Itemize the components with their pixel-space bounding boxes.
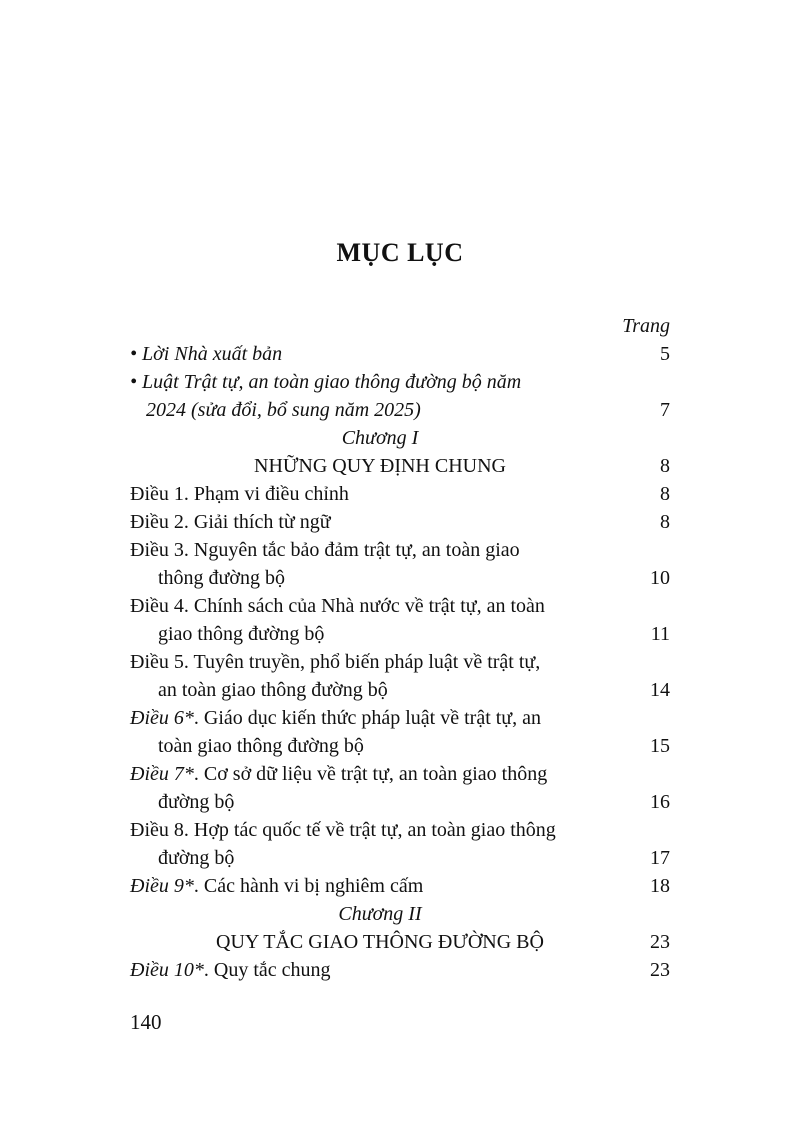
chapter-title-text: QUY TẮC GIAO THÔNG ĐƯỜNG BỘ xyxy=(216,931,544,953)
toc-page-number: 14 xyxy=(650,679,670,701)
toc-page-number: 23 xyxy=(650,959,670,981)
toc-page-number: 23 xyxy=(650,931,670,953)
page-title: MỤC LỤC xyxy=(336,238,464,267)
article-number: Điều 3 xyxy=(130,539,184,561)
toc-entry-text xyxy=(130,760,630,816)
chapter-title xyxy=(130,928,670,956)
chapter-label-text: Chương II xyxy=(338,903,422,925)
toc-article-entry xyxy=(130,760,670,816)
toc-entry-line: . Chính sách của Nhà nước về trật tự, an toàn xyxy=(183,595,545,617)
toc-page-number: 7 xyxy=(660,399,670,421)
toc-article-entry xyxy=(130,648,670,704)
chapter-label-text: Chương I xyxy=(341,427,419,449)
toc-bullet-entry xyxy=(130,340,670,368)
toc-page-number: 16 xyxy=(650,791,670,813)
chapter-label xyxy=(130,424,670,452)
toc-article-entry xyxy=(130,956,670,984)
toc-page-number: 8 xyxy=(660,511,670,533)
toc-entry-line: . Giải thích từ ngữ xyxy=(183,511,331,533)
toc-entry-line: đường bộ xyxy=(158,791,235,813)
toc-entry-text xyxy=(130,536,630,592)
toc-page-number: 17 xyxy=(650,847,670,869)
article-number: Điều 10* xyxy=(130,959,204,981)
toc-entry-line: . Hợp tác quốc tế về trật tự, an toàn giao thông xyxy=(183,819,556,841)
article-number: Điều 5 xyxy=(130,651,184,673)
toc-entry-line: . Các hành vi bị nghiêm cấm xyxy=(193,875,424,897)
table-of-contents xyxy=(130,312,670,984)
toc-article-entry xyxy=(130,872,670,900)
toc-entry-line: . Phạm vi điều chỉnh xyxy=(183,483,349,505)
toc-entry-line: . Tuyên truyền, phổ biến pháp luật về trật tự, xyxy=(183,651,541,673)
article-number: Điều 4 xyxy=(130,595,184,617)
toc-entry-line: đường bộ xyxy=(158,847,235,869)
toc-entry-text xyxy=(130,872,630,900)
toc-entry-line: . Quy tắc chung xyxy=(203,959,331,981)
toc-page-number: 15 xyxy=(650,735,670,757)
toc-entry-text xyxy=(130,508,630,536)
toc-page-number: 18 xyxy=(650,875,670,897)
toc-entry-line: . Giáo dục kiến thức pháp luật về trật tự, an xyxy=(193,707,542,729)
toc-entry-line: thông đường bộ xyxy=(158,567,285,589)
toc-article-entry xyxy=(130,592,670,648)
article-number: Điều 9* xyxy=(130,875,194,897)
toc-entry-line: . Cơ sở dữ liệu về trật tự, an toàn giao thông xyxy=(193,763,548,785)
toc-entry-text xyxy=(130,340,630,368)
article-number: Điều 6* xyxy=(130,707,194,729)
toc-article-entry xyxy=(130,480,670,508)
toc-page-number: 8 xyxy=(660,455,670,477)
toc-entry-text xyxy=(130,368,630,424)
toc-entry-text xyxy=(130,816,630,872)
toc-page-number: 8 xyxy=(660,483,670,505)
article-number: Điều 8 xyxy=(130,819,184,841)
page-column-header: Trang xyxy=(622,315,670,337)
toc-article-entry xyxy=(130,704,670,760)
toc-page-number: 10 xyxy=(650,567,670,589)
toc-entry-line: • Lời Nhà xuất bản xyxy=(130,343,283,365)
toc-page-number: 5 xyxy=(660,343,670,365)
toc-entry-text xyxy=(130,956,630,984)
toc-entry-text xyxy=(130,480,630,508)
toc-entry-line: toàn giao thông đường bộ xyxy=(158,735,364,757)
toc-bullet-entry xyxy=(130,368,670,424)
toc-entry-line: giao thông đường bộ xyxy=(158,623,325,645)
toc-article-entry xyxy=(130,508,670,536)
toc-entry-line: . Nguyên tắc bảo đảm trật tự, an toàn giao xyxy=(183,539,520,561)
toc-entry-text xyxy=(130,648,630,704)
toc-entry-line: 2024 (sửa đổi, bổ sung năm 2025) xyxy=(146,399,421,421)
page-number: 140 xyxy=(130,1010,162,1034)
toc-entry-line: • Luật Trật tự, an toàn giao thông đường bộ năm xyxy=(130,371,522,393)
toc-entry-text xyxy=(130,704,630,760)
toc-article-entry xyxy=(130,536,670,592)
toc-page-number: 11 xyxy=(650,623,670,645)
article-number: Điều 1 xyxy=(130,483,184,505)
chapter-label xyxy=(130,900,670,928)
toc-entry-line: an toàn giao thông đường bộ xyxy=(158,679,388,701)
chapter-title xyxy=(130,452,670,480)
article-number: Điều 2 xyxy=(130,511,184,533)
article-number: Điều 7* xyxy=(130,763,194,785)
toc-article-entry xyxy=(130,816,670,872)
toc-entry-text xyxy=(130,592,630,648)
chapter-title-text: NHỮNG QUY ĐỊNH CHUNG xyxy=(254,455,506,477)
